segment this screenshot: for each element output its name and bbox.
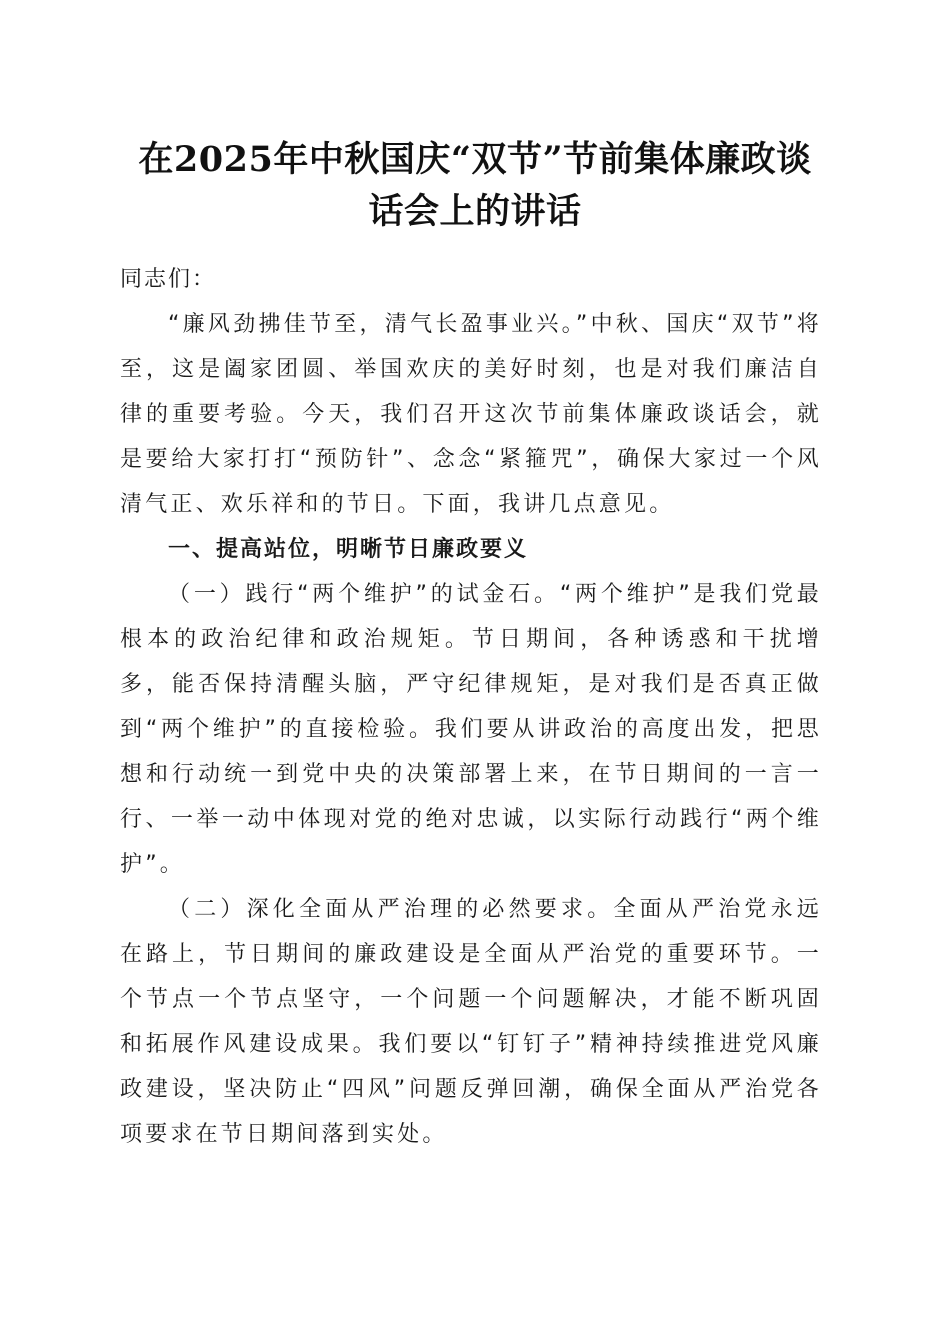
point-2-paragraph: [120, 887, 822, 1157]
document-body: [120, 250, 822, 1157]
point-1-paragraph: [120, 572, 822, 887]
title-line-1: 在2025年中秋国庆“双节”节前集体廉政谈: [138, 139, 812, 180]
point-1-lead: （一）践行“两个维护”的试金石。: [168, 582, 560, 607]
salutation: 同志们：: [120, 267, 217, 292]
point-2-body: 全面从严治党永远在路上，节日期间的廉政建设是全面从严治党的重要环节。一个节点一个节点坚守，一个问题一个问题解决，才能不断巩固和拓展作风建设成果。我们要以“钉钉子”精神持续推进党风廉政建设，坚决防止“四风”问题反弹回潮，确保全面从严治党各项要求在节日期间落到实处。: [120, 897, 822, 1147]
intro-paragraph: “廉风劲拂佳节至，清气长盈事业兴。”中秋、国庆“双节”将至，这是阖家团圆、举国欢庆的美好时刻，也是对我们廉洁自律的重要考验。今天，我们召开这次节前集体廉政谈话会，就是要给大家打打“预防针”、念念“紧箍咒”，确保大家过一个风清气正、欢乐祥和的节日。下面，我讲几点意见。: [120, 312, 822, 517]
section-heading-1: 一、提高站位，明晰节日廉政要义: [168, 537, 529, 562]
point-2-lead: （二）深化全面从严治理的必然要求。: [168, 897, 614, 922]
document-title: [120, 134, 830, 238]
title-line-2: 话会上的讲话: [368, 191, 582, 232]
point-1-body: “两个维护”是我们党最根本的政治纪律和政治规矩。节日期间，各种诱惑和干扰增多，能否保持清醒头脑，严守纪律规矩，是对我们是否真正做到“两个维护”的直接检验。我们要从讲政治的高度出发，把思想和行动统一到党中央的决策部署上来，在节日期间的一言一行、一举一动中体现对党的绝对忠诚，以实际行动践行“两个维护”。: [120, 582, 822, 877]
